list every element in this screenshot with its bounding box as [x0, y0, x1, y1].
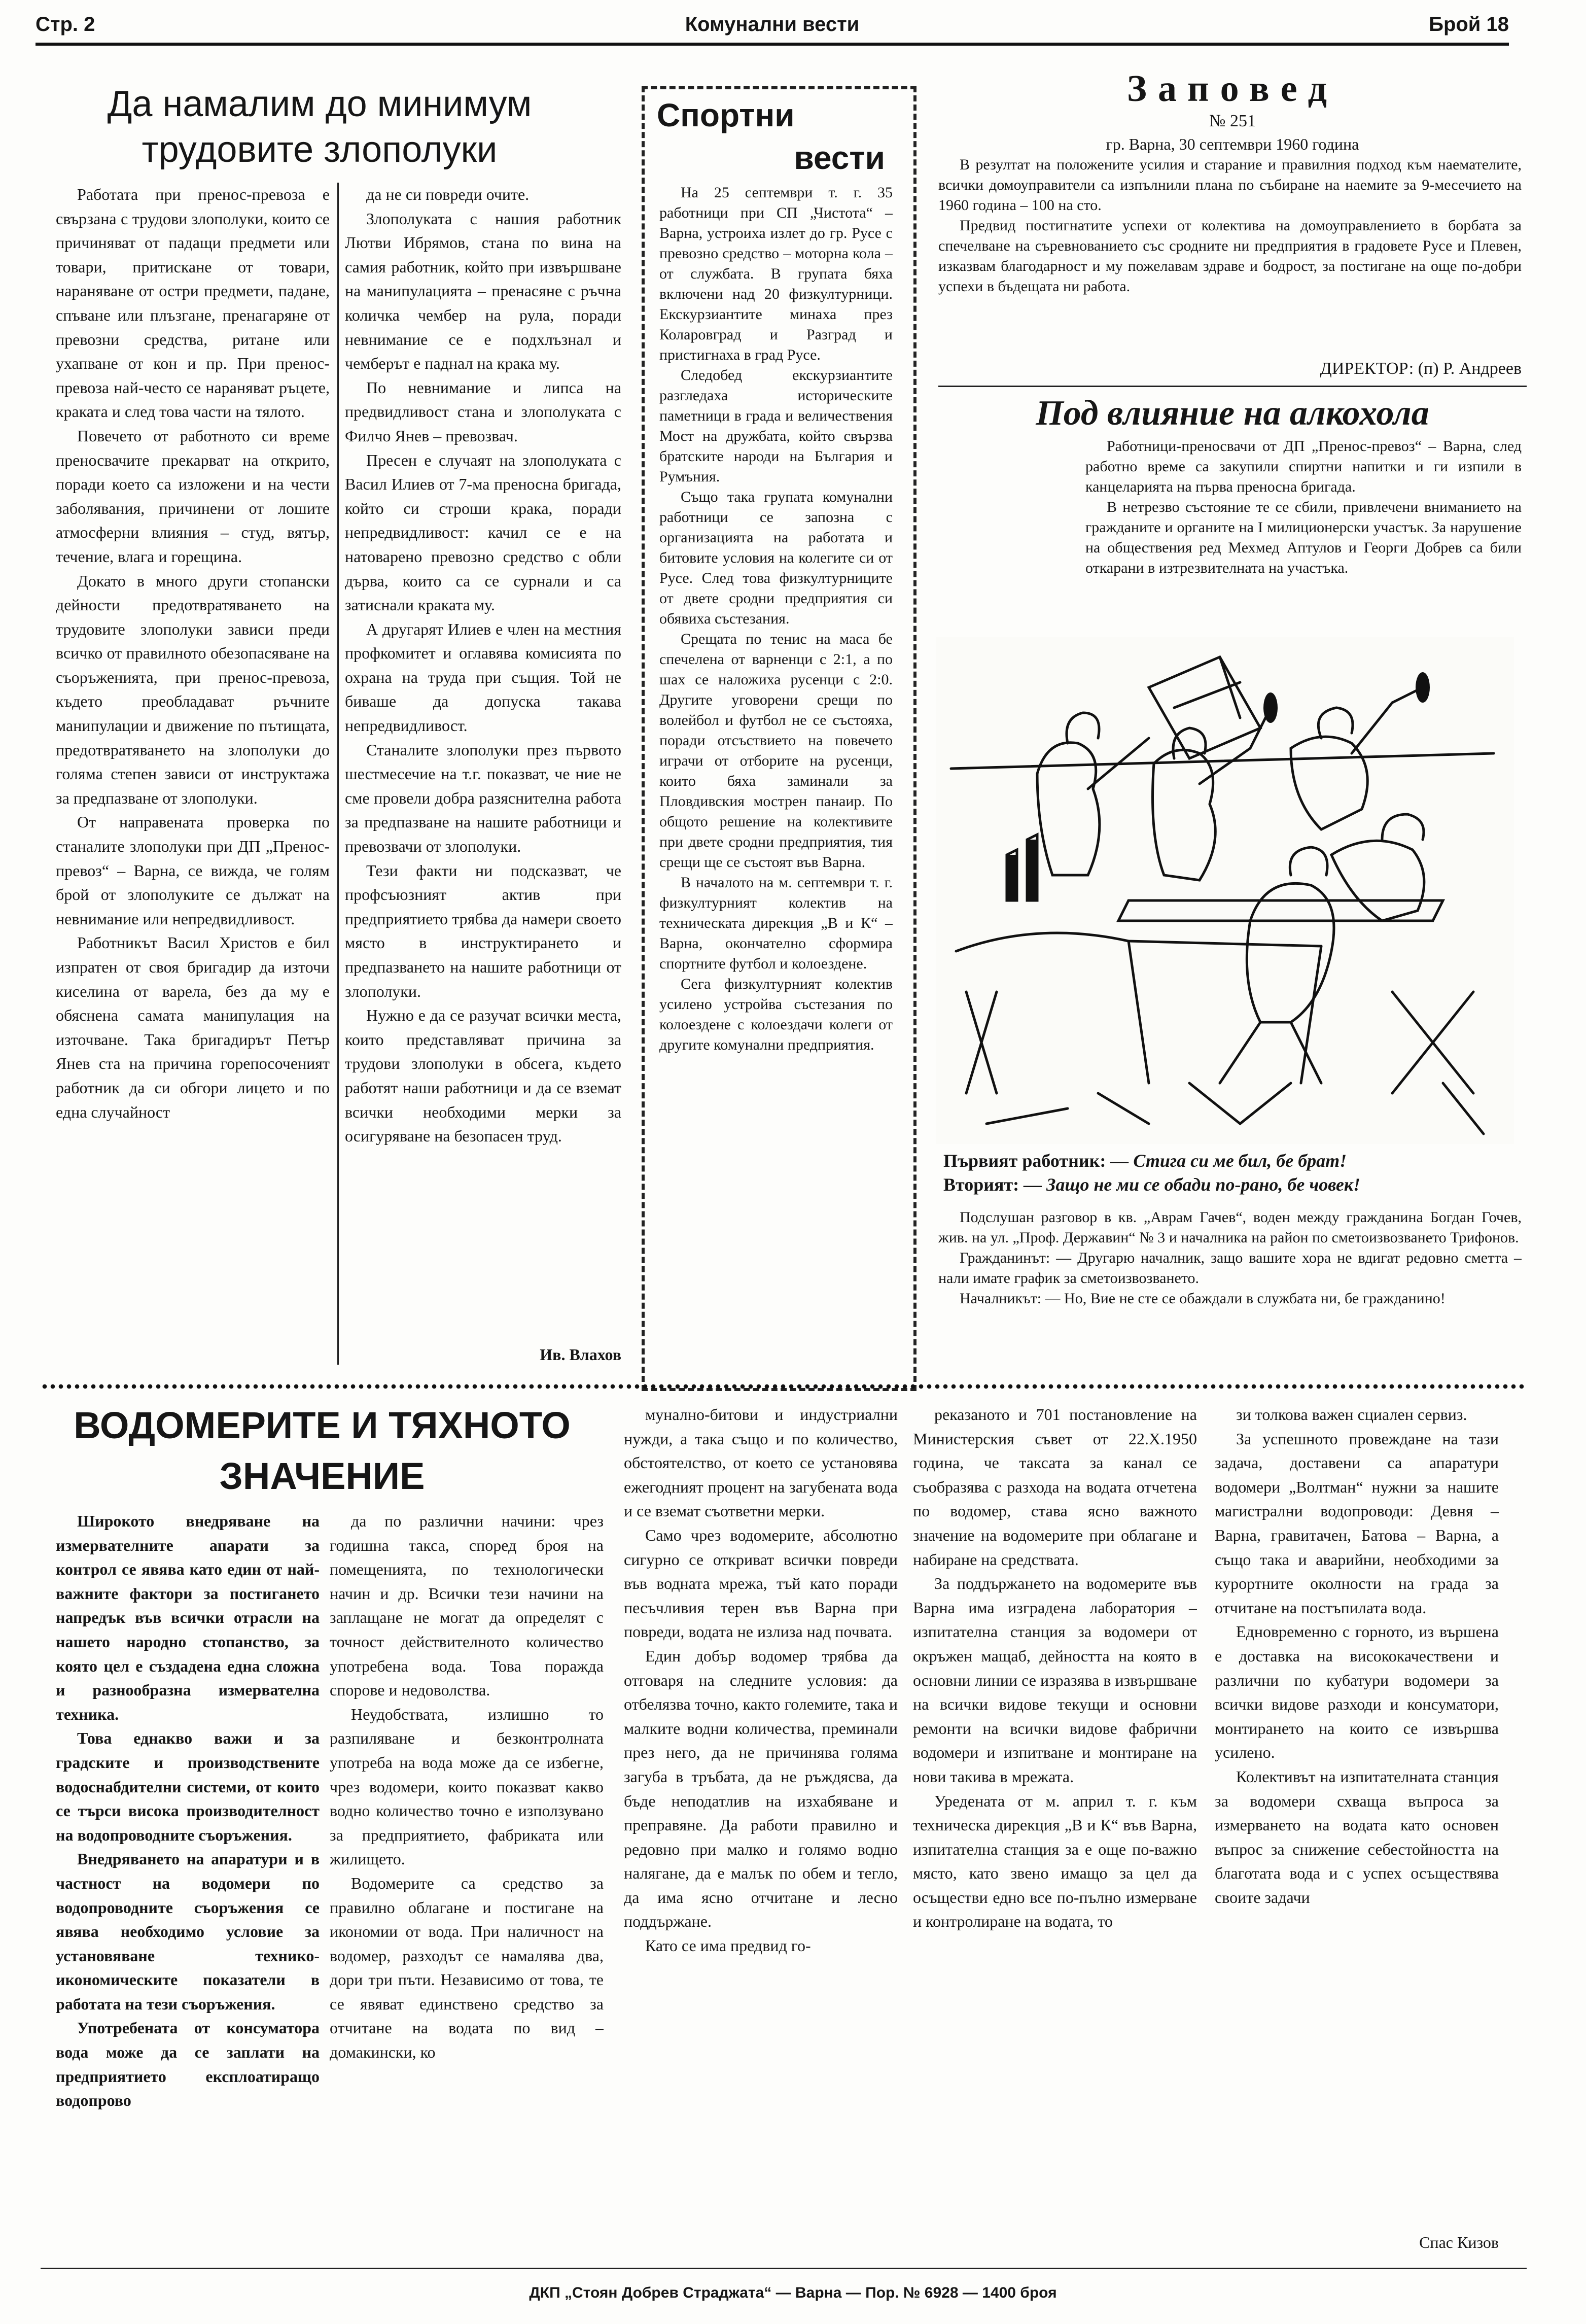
cartoon-caption-1 [943, 1149, 1522, 1172]
paragraph: зи толкова важен сциален сервиз. [1236, 1405, 1467, 1424]
cartoon-illustration [936, 637, 1514, 1144]
paragraph: мунално-битови и индустриални нужди, а така също и по количество, обстоятелство, от което се установява ежегодният процент на загубената вода и се вземат съответни мерки. [624, 1405, 898, 1520]
paragraph: да по различни начини: чрез годишна такса, според броя на помещенията, по технологически начин и др. Всички тези начини на заплащане не могат да определят с точност действителното количество употребена вода. Това поражда спорове и недоволства. [330, 1512, 604, 1699]
paragraph: В нетрезво състояние те се сбили, привлечени вниманието на гражданите и органите на I милиционерски участък. За нарушение на обществения ред Мехмед Аптулов и Георги Добрев са били откарани в изтрезвителната на участъка. [1085, 499, 1522, 576]
meters-column-2 [330, 1509, 604, 2260]
order-number: № 251 [1209, 112, 1256, 130]
section-dotted-divider [41, 1384, 1527, 1389]
paragraph: Работници-преносвачи от ДП „Пренос-превоз“ – Варна, след работно време са закупили спиртни напитки и ги изпили в канцеларията на първа преносна бригада. [1085, 438, 1522, 495]
column-divider [337, 183, 339, 1365]
order-divider [938, 386, 1527, 387]
paragraph: Това еднакво важи и за градските и производствените водоснабдителни системи, от които се търси висока производителност на водопроводните съоръжения. [56, 1729, 320, 1844]
paragraph: да не си повреди очите. [366, 185, 530, 203]
meters-title [56, 1400, 588, 1502]
page-header [36, 7, 1509, 46]
accidents-column-1 [56, 183, 330, 1365]
meters-column-1 [56, 1509, 320, 2260]
order-title: Заповед [1126, 68, 1338, 110]
paragraph: Също така групата комунални работници се запозна с организацията на работата и битовите условия на колегите си от Русе. След това физкултурниците от двете сродни предприятия си обявиха състезания. [659, 489, 893, 627]
paragraph: Гражданинът: — Другарю началник, защо вашите хора не вдигат редовно сметта – нали имате график за сметоизвозването. [938, 1250, 1522, 1287]
paragraph: Уредената от м. април т. г. към техническа дирекция „В и К“ във Варна, изпитателна станция за е още по-важно място, като звено имащо за цел да осъществи едно все по-пълно измерване и контролиране на водата, то [913, 1791, 1197, 1931]
paragraph: Внедряването на апаратури и в частност на водомери по водопроводните съоръжения се явява необходимо условие за установяване технико-икономическите показатели в работата на тези съоръжения. [56, 1850, 320, 2013]
accidents-title-line1: Да намалим до минимум [107, 84, 532, 124]
paragraph: Работата при пренос-превоза е свързана с трудови злополуки, които се причиняват от падащи предмети или товари, притискане от товари, нараняване от остри предмети, падане, спъване или плъзгане, пренагаряне от превозни средства, ритане или ухапване от кон и пр. При пренос-превоза най-често се нараняват ръцете, краката и след това части на тялото. [56, 185, 330, 421]
alcohol-body [1085, 436, 1522, 629]
paragraph: Широкото внедряване на измервателните апарати за контрол се явява като един от най-важните фактори за постигането напредък във всички отрасли на нашето народно стопанство, за която цел е създадена една сложна и разнообразна измервателна техника. [56, 1512, 320, 1723]
meters-column-4 [913, 1403, 1197, 2260]
meters-author: Спас Кизов [1419, 2233, 1499, 2251]
paragraph: Следобед екскурзиантите разгледаха историческите паметници в града и величествения Мост на дружбата, който свързва братските народи на България и Румъния. [659, 367, 893, 485]
paragraph: Само чрез водомерите, абсолютно сигурно се откриват всички повреди във водната мрежа, тъй като поради песъчливия терен във Варна при повреди, водата не излиза над почвата. [624, 1525, 898, 1641]
paragraph: Един добър водомер трябва да отговаря на следните условия: да отбелязва точно, както големите, така и малките водни количества, преминали през него, да не причинява голяма загуба в тръбата, да не ръждясва, да бъде неподатлив на изхабяване и преправяне. Да работи правилно и редовно при малко и голямо водно налягане, да е малък по обем и тегло, да има ясно отчитане и лесно поддържане. [624, 1646, 898, 1931]
paragraph: Работникът Васил Христов е бил изпратен от своя бригадир да източи киселина от варела, без да му е обяснена самата манипулация на източване. Така бригадирът Петър Янев ста на причина горепосоченият работник да си обгори лицето и по една случайност [56, 933, 330, 1121]
alcohol-title: Под влияние на алкохола [1036, 394, 1429, 433]
page-number: Стр. 2 [36, 13, 95, 36]
paragraph: По невнимание и липса на предвидливост стана и злополуката с Филчо Янев – превозвач. [345, 378, 621, 445]
accidents-column-2 [345, 183, 621, 1339]
paragraph: На 25 септември т. г. 35 работници при СП „Чистота“ – Варна, устроиха излет до гр. Русе с превозно средство – моторна кола – от службата. В групата бяха включени над 20 физкултурници. Екскурзиантите минаха през Коларовград и Разград и пристигнаха в град Русе. [659, 184, 893, 363]
sport-column [659, 183, 893, 1370]
print-footer: ДКП „Стоян Добрев Страджата“ — Варна — Пор. № 6928 — 1400 броя [529, 2284, 1057, 2301]
footer-rule [41, 2268, 1527, 2269]
paragraph: Докато в много други стопански дейности предотвратяването на трудовите злополуки зависи преди всичко от правилното обезопасяване на съоръженията, при пренос-превоза, където преобладават ръчните манипулации и движение по пътищата, предотвратяването на злополуки до голяма степен зависи от инструктажа за предпазване от злополуки. [56, 571, 330, 807]
cartoon-caption-2 [943, 1173, 1522, 1196]
meters-column-3 [624, 1403, 898, 2260]
caption2-speaker: Вторият: [943, 1174, 1019, 1195]
paragraph: Употребената от консуматора вода може да се заплати на предприятието експлоатиращо водопрово [56, 2019, 320, 2110]
paragraph: Станалите злополуки през първото шестмесечие на т.г. показват, че ние не сме провели добра разяснителна работа за предпазване на нашите работници и превозвачи от злополуки. [345, 740, 621, 856]
paper-name: Комунални вести [685, 13, 860, 36]
paragraph: Тези факти ни подсказват, че профсъюзният актив при предприятието трябва да намери своето място в инструктирането и предпазването на нашите работници от злополуки. [345, 861, 621, 1000]
paragraph: Нужно е да се разучат всички места, които представляват причина за трудови злополуки в обсега, където работят наши работници и да се вземат всички необходими мерки за осигуряване на безопасен труд. [345, 1006, 621, 1146]
paragraph: А другарят Илиев е член на местния профкомитет и оглавява комисията по охрана на труда при същия. Той не биваше да допуска такава непредвидливост. [345, 619, 621, 735]
accidents-author: Ив. Влахов [540, 1345, 621, 1364]
order-body [938, 155, 1522, 358]
caption1-text: — Стига си ме бил, бе брат! [1110, 1151, 1347, 1171]
accidents-title [61, 81, 578, 172]
paragraph: Подслушан разговор в кв. „Аврам Гачев“, воден между гражданина Богдан Гочев, жив. на ул. „Проф. Державин“ № 3 и началника на район по сметоизвозването Трифонов. [938, 1209, 1522, 1246]
paragraph: Повечето от работното си време преносвачите прекарват на открито, поради което са изложени и на чести заболявания, причинени от лошите атмосферни влияния – студ, вятър, течение, влага и горещина. [56, 426, 330, 566]
paragraph: Злополуката с нашия работник Лютви Ибрямов, стана по вина на самия работник, който при извършване на манипулацията – пренасяне с ръчна количка чембер на рула, поради невнимание се е подхлъзнал и чемберът е паднал на крака му. [345, 209, 621, 373]
paragraph: От направената проверка по станалите злополуки при ДП „Пренос-превоз“ – Варна, се вижда, че голям брой от злополуките се дължат на невнимание или непредвидливост. [56, 813, 330, 928]
paragraph: Като се има предвид го- [645, 1936, 811, 1955]
paragraph: Сега физкултурният колектив усилено устройва състезания по колоездене с колоездачи колеги от другите комунални предприятия. [659, 976, 893, 1053]
paragraph: Срещата по тенис на маса бе спечелена от варненци с 2:1, а по шах се наложиха русенци с 2:0. Другите уговорени срещи по волейбол и футбол не се състояха, поради отсъствието на повечето играчи от отборите на русенци, които бяха заминали за Пловдивския мострен панаир. По общото решение на колективите при двете сродни предприятия, тия срещи ще се състоят във Варна. [659, 631, 893, 871]
sport-title-line2: вести [794, 140, 885, 176]
caption2-text: — Защо не ми се обади по-рано, бе човек! [1024, 1174, 1361, 1195]
sport-title-line1: Спортни [657, 97, 795, 133]
order-director: ДИРЕКТОР: (п) Р. Андреев [1320, 359, 1522, 378]
paragraph: Едновременно с горното, из вършена е доставка на висококачествени и различни по кубатури водомери за всички видове разходи и консуматори, монтирането на които се извършва усилено. [1215, 1622, 1499, 1762]
caption1-speaker: Първият работник: [943, 1151, 1106, 1171]
meters-column-5 [1215, 1403, 1499, 2230]
paragraph: В началото на м. септември т. г. физкултурният колектив на техническата дирекция „В и К“ – Варна, окончателно сформира спортните футбол и колоездене. [659, 874, 893, 972]
accidents-title-line2: трудовите злополуки [142, 129, 498, 170]
overheard-dialog [938, 1207, 1522, 1375]
paragraph: реказаното и 701 постановление на Министерския съвет от 22.X.1950 година, че таксата за канал се съобразява с разхода на водата отчетена по водомер, става ясно важното значение на водомерите при облагане и набиране на средствата. [913, 1405, 1197, 1569]
meters-title-line2: ЗНАЧЕНИЕ [219, 1455, 425, 1497]
paragraph: Неудобствата, излишно то разпиляване и безконтролната употреба на вода може да се избегне, чрез водомери, които показват какво водно количество точно е използувано за предприятието, фабриката или жилището. [330, 1705, 604, 1868]
paragraph: Предвид постигнатите успехи от колектива на домоуправлението в борбата за спечелване на съревнованието със сродните ни предприятия в градовете Русе и Плевен, изказвам благодарност и му пожелавам здраве и бодрост, за постигане на още по-добри успехи в бъдещата ни работа. [938, 217, 1522, 295]
paragraph: За успешното провеждане на тази задача, доставени са апаратури водомери „Волтман“ нужни за нашите магистрални водопроводи: Девня – Варна, гравитачен, Батова – Варна, а също така и аварийни, необходими за курортните околности на града за отчитане на постъпилата вода. [1215, 1429, 1499, 1617]
meters-title-line1: ВОДОМЕРИТЕ И ТЯХНОТО [74, 1404, 571, 1446]
paragraph: Пресен е случаят на злополуката с Васил Илиев от 7-ма преносна бригада, който си строши крака, поради непредвидливост: качил се е на натоварено превозно средство с обли дърва, които са се сурнали и са затиснали краката му. [345, 450, 621, 614]
paragraph: Началникът: — Но, Вие не сте се обаждали в службата ни, бе гражданино! [960, 1290, 1446, 1307]
sport-title [657, 94, 895, 179]
paragraph: В резултат на положените усилия и старание и правилния подход към наемателите, всички домоуправители са изпълнили плана по събиране на наемите за 9-месечието на 1960 година – 100 на сто. [938, 156, 1522, 214]
paragraph: Водомерите са средство за правилно облагане и постигане на икономии от вода. При наличност на водомер, разходът се намалява два, дори три пъти. Независимо от това, те се явяват единствено средство за отчитане на водата по вид – домакински, ко [330, 1874, 604, 2062]
order-place-date: гр. Варна, 30 септември 1960 година [1106, 135, 1359, 153]
paragraph: За поддържането на водомерите във Варна има изградена лаборатория – изпитателна станция за водомери от окръжен мащаб, дейността на която в основни линии се изразява в извършване на всички видове текущи и основни ремонти на всички видове фабрични водомери и изпитване и монтиране на нови такива в мрежата. [913, 1574, 1197, 1786]
paragraph: Колективът на изпитателната станция за водомери схваща въпроса за измерването на водата като основен въпрос за снижение себестойността на благотата вода и с успех осъществява своите задачи [1215, 1767, 1499, 1906]
issue-number: Брой 18 [1429, 13, 1509, 36]
